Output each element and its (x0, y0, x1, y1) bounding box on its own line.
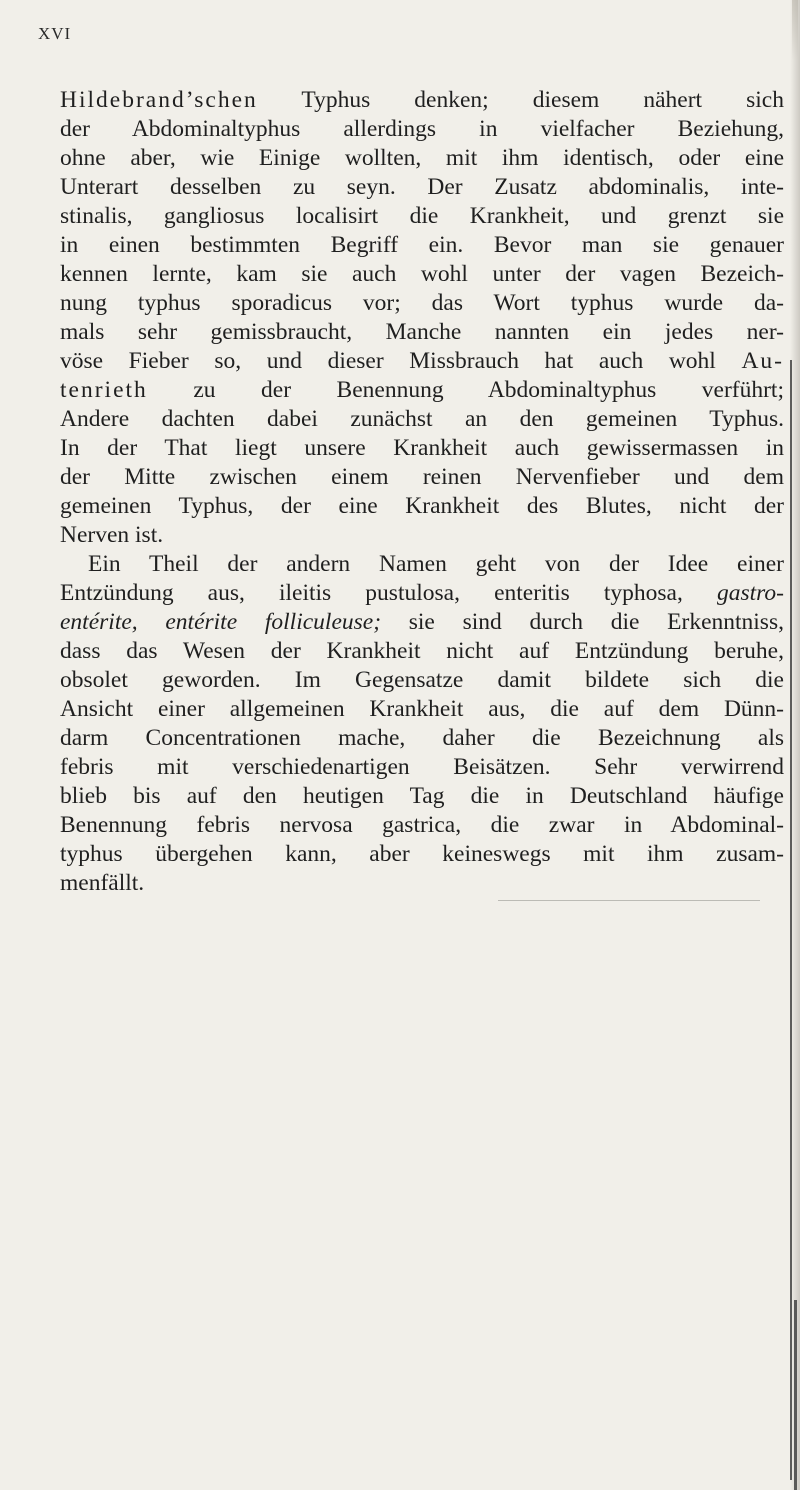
text-segment: ohne aber, wie Einige wollten, mit ihm identisch, oder eine (60, 145, 784, 171)
text-line (60, 637, 784, 666)
text-segment: darm Concentrationen mache, daher die Bezeichnung als (60, 725, 784, 751)
text-segment: zu der Benennung Abdominaltyphus verführt; (147, 377, 784, 403)
text-segment: in einen bestimmten Begriff ein. Bevor man sie genauer (60, 232, 784, 258)
text-segment: nung typhus sporadicus vor; das Wort typhus wurde da- (60, 290, 784, 316)
text-line (60, 231, 784, 260)
text-segment: vöse Fieber so, und dieser Missbrauch hat auch wohl (60, 348, 742, 374)
text-segment: Ein Theil der andern Namen geht von der Idee einer (88, 551, 784, 577)
text-line (60, 840, 784, 869)
text-segment: typhus übergehen kann, aber keineswegs mit ihm zusam- (60, 841, 784, 867)
text-line (60, 405, 784, 434)
text-segment: gastro- (716, 580, 784, 606)
text-segment: mals sehr gemissbraucht, Manche nannten ein jedes ner- (60, 319, 784, 345)
text-line (60, 86, 784, 115)
binding-edge-line (790, 360, 792, 1480)
text-line (60, 666, 784, 695)
text-segment: Hildebrand’schen (60, 87, 258, 113)
text-line (60, 579, 784, 608)
text-segment: Nerven ist. (60, 522, 164, 548)
text-segment: obsolet geworden. Im Gegensatze damit bildete sich die (60, 667, 784, 693)
text-line (60, 753, 784, 782)
text-line (60, 202, 784, 231)
text-line (60, 463, 784, 492)
text-segment: sie sind durch die Erkenntniss, (381, 609, 784, 635)
text-segment: der Mitte zwischen einem reinen Nervenfieber und dem (60, 464, 784, 490)
text-segment: kennen lernte, kam sie auch wohl unter der vagen Bezeich- (60, 261, 784, 287)
text-line (60, 869, 784, 898)
text-segment: blieb bis auf den heutigen Tag die in Deutschland häufige (60, 783, 784, 809)
text-segment: dass das Wesen der Krankheit nicht auf Entzündung beruhe, (60, 638, 784, 664)
text-line (60, 144, 784, 173)
text-segment: entérite, entérite folliculeuse; (60, 609, 382, 635)
text-line (60, 811, 784, 840)
text-line (60, 434, 784, 463)
text-segment: In der That liegt unsere Krankheit auch gewissermassen in (60, 435, 784, 461)
page-number: XVI (38, 24, 72, 43)
text-line (60, 115, 784, 144)
divider (498, 900, 760, 901)
text-line (60, 550, 784, 579)
text-segment: tenrieth (60, 377, 148, 403)
text-line (60, 318, 784, 347)
text-segment: Entzündung aus, ileitis pustulosa, enteritis typhosa, (60, 580, 717, 606)
text-segment: Benennung febris nervosa gastrica, die zwar in Abdominal- (60, 812, 784, 838)
text-segment: Au- (741, 348, 784, 374)
text-line (60, 695, 784, 724)
text-line (60, 608, 784, 637)
text-line (60, 492, 784, 521)
text-line (60, 289, 784, 318)
text-segment: der Abdominaltyphus allerdings in vielfacher Beziehung, (60, 116, 784, 142)
text-line (60, 782, 784, 811)
body-text (60, 86, 784, 898)
text-segment: gemeinen Typhus, der eine Krankheit des Blutes, nicht der (60, 493, 784, 519)
text-line (60, 347, 784, 376)
text-segment: Andere dachten dabei zunächst an den gemeinen Typhus. (60, 406, 784, 432)
text-segment: Typhus denken; diesem nähert sich (257, 87, 784, 113)
text-segment: Unterart desselben zu seyn. Der Zusatz abdominalis, inte- (60, 174, 784, 200)
text-line (60, 376, 784, 405)
text-line (60, 260, 784, 289)
text-segment: menfällt. (60, 870, 145, 896)
binding-edge-mark (794, 1300, 797, 1490)
text-line (60, 724, 784, 753)
text-segment: febris mit verschiedenartigen Beisätzen. Sehr verwirrend (60, 754, 784, 780)
text-line (60, 173, 784, 202)
text-line (60, 521, 784, 550)
text-segment: Ansicht einer allgemeinen Krankheit aus, die auf dem Dünn- (60, 696, 784, 722)
text-segment: stinalis, gangliosus localisirt die Krankheit, und grenzt sie (60, 203, 784, 229)
